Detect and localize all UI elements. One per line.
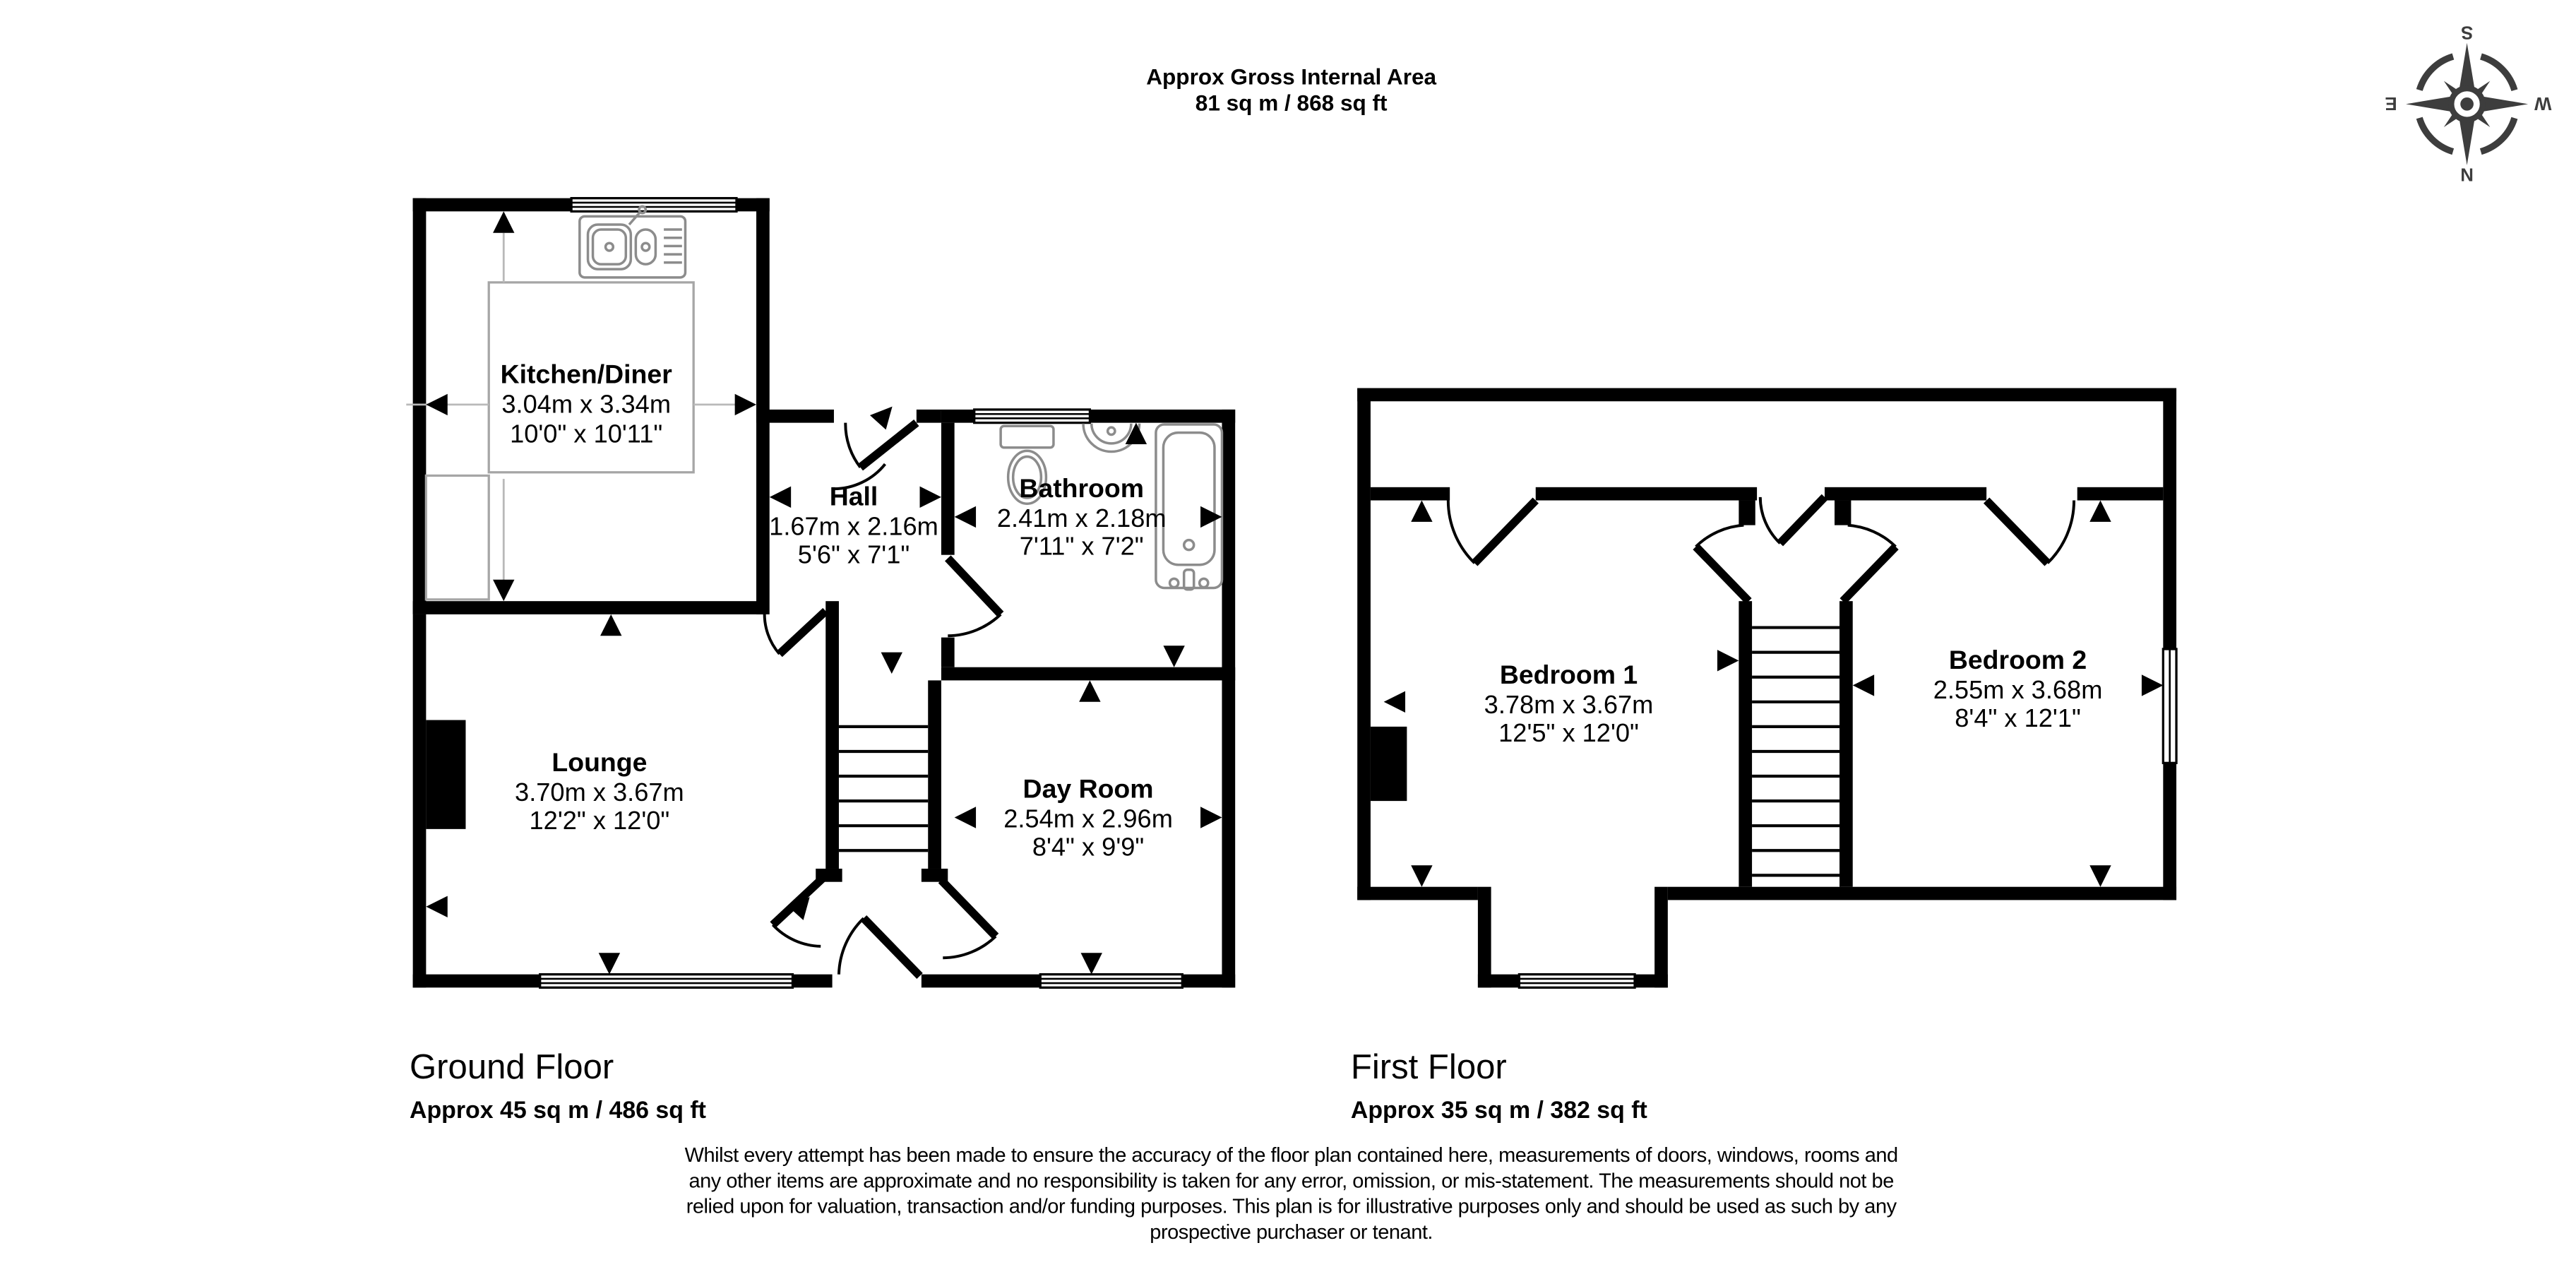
measure-arrow xyxy=(955,506,976,528)
room-size-metric: 3.04m x 3.34m xyxy=(501,389,672,419)
room-size-imperial: 5'6" x 7'1" xyxy=(797,540,910,569)
disclaimer-line2: any other items are approximate and no responsibility is taken for any error, omission, or mis-statement. The measurements should not be xyxy=(688,1170,1894,1193)
title-line2: 81 sq m / 868 sq ft xyxy=(1195,90,1388,116)
room-size-imperial: 10'0" x 10'11" xyxy=(510,419,663,448)
measure-arrow xyxy=(955,807,976,828)
room-size-metric: 2.54m x 2.96m xyxy=(1003,804,1173,833)
day-room-window xyxy=(1040,975,1182,988)
room-bedroom-1 xyxy=(1484,660,1654,747)
measure-arrow xyxy=(493,211,514,232)
room-hall xyxy=(769,482,938,569)
bedroom2-door xyxy=(1986,501,2074,564)
door-swing-arrow xyxy=(870,399,900,429)
title-line1: Approx Gross Internal Area xyxy=(1146,64,1437,90)
ground-floor-label: Ground Floor xyxy=(409,1047,614,1086)
entrance-door xyxy=(834,399,917,489)
compass-north-label: N xyxy=(2460,164,2474,184)
chimney-breast xyxy=(426,720,465,829)
measure-arrow xyxy=(1081,953,1102,974)
room-name: Bathroom xyxy=(1019,472,1145,503)
bathroom-window xyxy=(974,410,1090,423)
compass-west-label: W xyxy=(2534,93,2552,113)
room-lounge xyxy=(515,747,684,835)
measure-arrow xyxy=(770,487,791,508)
bay-window xyxy=(1519,975,1635,988)
measure-arrow xyxy=(1200,506,1222,528)
disclaimer-line3: relied upon for valuation, transaction and/or funding purposes. This plan is for illustrative purposes only and should be used as such by any xyxy=(686,1195,1897,1218)
measure-arrow xyxy=(881,653,902,674)
room-size-metric: 1.67m x 2.16m xyxy=(769,511,938,541)
measure-arrow xyxy=(426,896,447,917)
measure-arrow xyxy=(600,614,621,636)
disclaimer xyxy=(685,1144,1898,1244)
room-size-metric: 2.55m x 3.68m xyxy=(1933,675,2103,705)
room-bedroom-2 xyxy=(1933,645,2103,732)
lounge-window xyxy=(540,975,793,988)
room-name: Bedroom 1 xyxy=(1499,660,1638,690)
room-day-room xyxy=(1003,773,1173,861)
ground-floor-stairs xyxy=(839,727,928,850)
disclaimer-line4: prospective purchaser or tenant. xyxy=(1150,1220,1433,1244)
measure-arrow xyxy=(493,580,514,601)
room-name: Kitchen/Diner xyxy=(500,359,672,389)
room-size-imperial: 8'4" x 9'9" xyxy=(1032,832,1145,862)
first-floor-plan xyxy=(1357,388,2176,988)
compass-east-label: E xyxy=(2385,93,2397,113)
measure-arrow xyxy=(1853,674,1874,696)
chimney-breast xyxy=(1371,727,1407,801)
room-name: Lounge xyxy=(551,747,648,778)
measure-arrow xyxy=(1717,650,1739,671)
room-name: Hall xyxy=(829,481,878,511)
measure-arrow xyxy=(1384,691,1405,713)
stair-funnel-doors xyxy=(773,879,996,958)
measure-arrow xyxy=(920,487,941,508)
measure-arrow xyxy=(2089,865,2111,886)
bathroom-door xyxy=(948,558,1001,636)
room-name: Day Room xyxy=(1022,773,1154,804)
room-size-metric: 3.78m x 3.67m xyxy=(1484,690,1654,720)
room-bathroom xyxy=(997,473,1167,561)
ground-floor-windows xyxy=(540,198,1183,988)
measure-arrow xyxy=(735,394,756,415)
room-kitchen-diner xyxy=(501,359,672,448)
ground-floor-area: Approx 45 sq m / 486 sq ft xyxy=(409,1097,706,1124)
room-name: Bedroom 2 xyxy=(1948,645,2087,675)
bedroom2-window xyxy=(2163,649,2176,763)
lounge-door xyxy=(765,611,826,654)
measure-arrow xyxy=(599,953,620,974)
measure-arrow xyxy=(1163,646,1184,667)
disclaimer-line1: Whilst every attempt has been made to ensure the accuracy of the floor plan contained here, measurements of doors, windows, rooms and xyxy=(684,1144,1898,1167)
first-floor-doors xyxy=(1448,497,2074,601)
first-floor-caption xyxy=(1351,1048,1647,1124)
measure-arrow xyxy=(426,394,447,415)
measure-arrow xyxy=(2089,501,2111,522)
kitchen-sink-icon xyxy=(580,206,686,278)
ground-floor-doors xyxy=(765,399,1001,976)
ground-floor-caption xyxy=(410,1048,706,1124)
gross-internal-area-title xyxy=(1146,64,1436,115)
landing-stair-door xyxy=(1760,497,1825,543)
kitchen-window xyxy=(571,198,737,212)
ground-floor-plan xyxy=(406,198,1235,988)
measure-arrow xyxy=(2142,674,2163,696)
rear-door xyxy=(839,918,920,976)
room-size-imperial: 8'4" x 12'1" xyxy=(1955,703,2081,732)
measure-arrow xyxy=(1079,680,1100,701)
room-size-metric: 2.41m x 2.18m xyxy=(996,503,1167,533)
ground-floor-walls xyxy=(413,198,1236,988)
measure-arrow xyxy=(1411,865,1432,886)
room-size-imperial: 12'2" x 12'0" xyxy=(529,805,670,835)
measure-arrow xyxy=(1411,501,1432,522)
room-size-imperial: 7'11" x 7'2" xyxy=(1019,531,1144,561)
measure-arrow xyxy=(1200,807,1222,828)
first-floor-area: Approx 35 sq m / 382 sq ft xyxy=(1350,1097,1647,1124)
room-size-imperial: 12'5" x 12'0" xyxy=(1498,718,1639,747)
compass-icon xyxy=(2385,22,2551,184)
bedroom1-door xyxy=(1448,501,1536,564)
first-floor-label: First Floor xyxy=(1350,1047,1507,1086)
first-floor-stairs xyxy=(1752,628,1839,876)
room-size-metric: 3.70m x 3.67m xyxy=(515,778,684,807)
stairwell-funnel-doors xyxy=(1696,525,1896,602)
compass-south-label: S xyxy=(2461,22,2474,42)
